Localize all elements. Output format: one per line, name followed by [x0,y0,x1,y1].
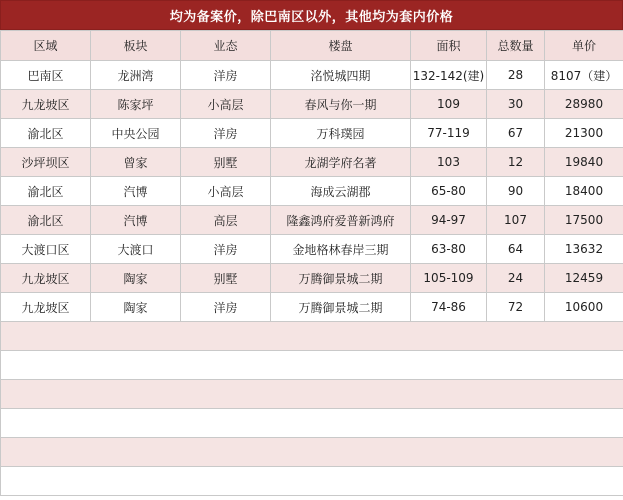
cell-project: 隆鑫鸿府爱普新鸿府 [271,206,411,235]
empty-row [1,351,623,380]
cell-property-type: 小高层 [181,90,271,119]
table-row [1,61,623,90]
cell-quantity: 72 [487,293,545,322]
cell-area-block: 中央公园 [91,119,181,148]
cell-property-type: 洋房 [181,119,271,148]
cell-area-block: 曾家 [91,148,181,177]
header-row [1,31,623,61]
cell-property-type: 洋房 [181,235,271,264]
cell-quantity: 12 [487,148,545,177]
cell-unit-price: 12459 [545,264,623,293]
cell-project: 万腾御景城二期 [271,264,411,293]
header-unit-price: 单价 [545,31,623,61]
empty-row [1,322,623,351]
cell-project: 洺悦城四期 [271,61,411,90]
cell-project: 金地格林春岸三期 [271,235,411,264]
cell-unit-price: 17500 [545,206,623,235]
empty-row [1,409,623,438]
cell-size: 105-109 [411,264,487,293]
cell-size: 74-86 [411,293,487,322]
cell-property-type: 高层 [181,206,271,235]
cell-project: 海成云湖郡 [271,177,411,206]
cell-unit-price: 19840 [545,148,623,177]
cell-area-block: 陈家坪 [91,90,181,119]
header-area-block: 板块 [91,31,181,61]
cell-quantity: 67 [487,119,545,148]
table-row [1,235,623,264]
cell-size: 94-97 [411,206,487,235]
empty-cell [1,380,623,409]
cell-quantity: 64 [487,235,545,264]
cell-district: 九龙坡区 [1,293,91,322]
cell-size: 77-119 [411,119,487,148]
cell-unit-price: 13632 [545,235,623,264]
cell-area-block: 陶家 [91,293,181,322]
cell-district: 九龙坡区 [1,264,91,293]
cell-project: 万腾御景城二期 [271,293,411,322]
table-banner: 均为备案价，除巴南区以外，其他均为套内价格 [0,0,623,30]
cell-unit-price: 21300 [545,119,623,148]
table-row [1,177,623,206]
cell-area-block: 大渡口 [91,235,181,264]
cell-property-type: 别墅 [181,148,271,177]
empty-row [1,467,623,496]
cell-unit-price: 10600 [545,293,623,322]
cell-district: 渝北区 [1,119,91,148]
cell-quantity: 30 [487,90,545,119]
table-row [1,148,623,177]
table-row [1,119,623,148]
empty-row [1,438,623,467]
cell-size: 65-80 [411,177,487,206]
header-quantity: 总数量 [487,31,545,61]
price-table [0,30,623,496]
cell-size: 63-80 [411,235,487,264]
empty-cell [1,467,623,496]
empty-cell [1,438,623,467]
cell-unit-price: 18400 [545,177,623,206]
header-project: 楼盘 [271,31,411,61]
cell-district: 沙坪坝区 [1,148,91,177]
cell-district: 大渡口区 [1,235,91,264]
cell-district: 巴南区 [1,61,91,90]
cell-quantity: 107 [487,206,545,235]
cell-size: 103 [411,148,487,177]
cell-quantity: 90 [487,177,545,206]
cell-project: 春风与你一期 [271,90,411,119]
table-row [1,90,623,119]
cell-size: 132-142(建) [411,61,487,90]
cell-property-type: 洋房 [181,293,271,322]
table-row [1,206,623,235]
header-district: 区域 [1,31,91,61]
header-size: 面积 [411,31,487,61]
table-row [1,264,623,293]
cell-area-block: 陶家 [91,264,181,293]
cell-quantity: 24 [487,264,545,293]
cell-area-block: 汽博 [91,177,181,206]
empty-cell [1,351,623,380]
cell-district: 渝北区 [1,177,91,206]
cell-area-block: 汽博 [91,206,181,235]
cell-project: 万科璞园 [271,119,411,148]
cell-district: 渝北区 [1,206,91,235]
cell-property-type: 小高层 [181,177,271,206]
table-body [1,61,623,496]
header-property-type: 业态 [181,31,271,61]
empty-cell [1,409,623,438]
cell-unit-price: 8107（建） [545,61,623,90]
cell-size: 109 [411,90,487,119]
table-row [1,293,623,322]
cell-property-type: 洋房 [181,61,271,90]
cell-property-type: 别墅 [181,264,271,293]
empty-row [1,380,623,409]
cell-quantity: 28 [487,61,545,90]
cell-district: 九龙坡区 [1,90,91,119]
empty-cell [1,322,623,351]
cell-area-block: 龙洲湾 [91,61,181,90]
cell-unit-price: 28980 [545,90,623,119]
cell-project: 龙湖学府名著 [271,148,411,177]
